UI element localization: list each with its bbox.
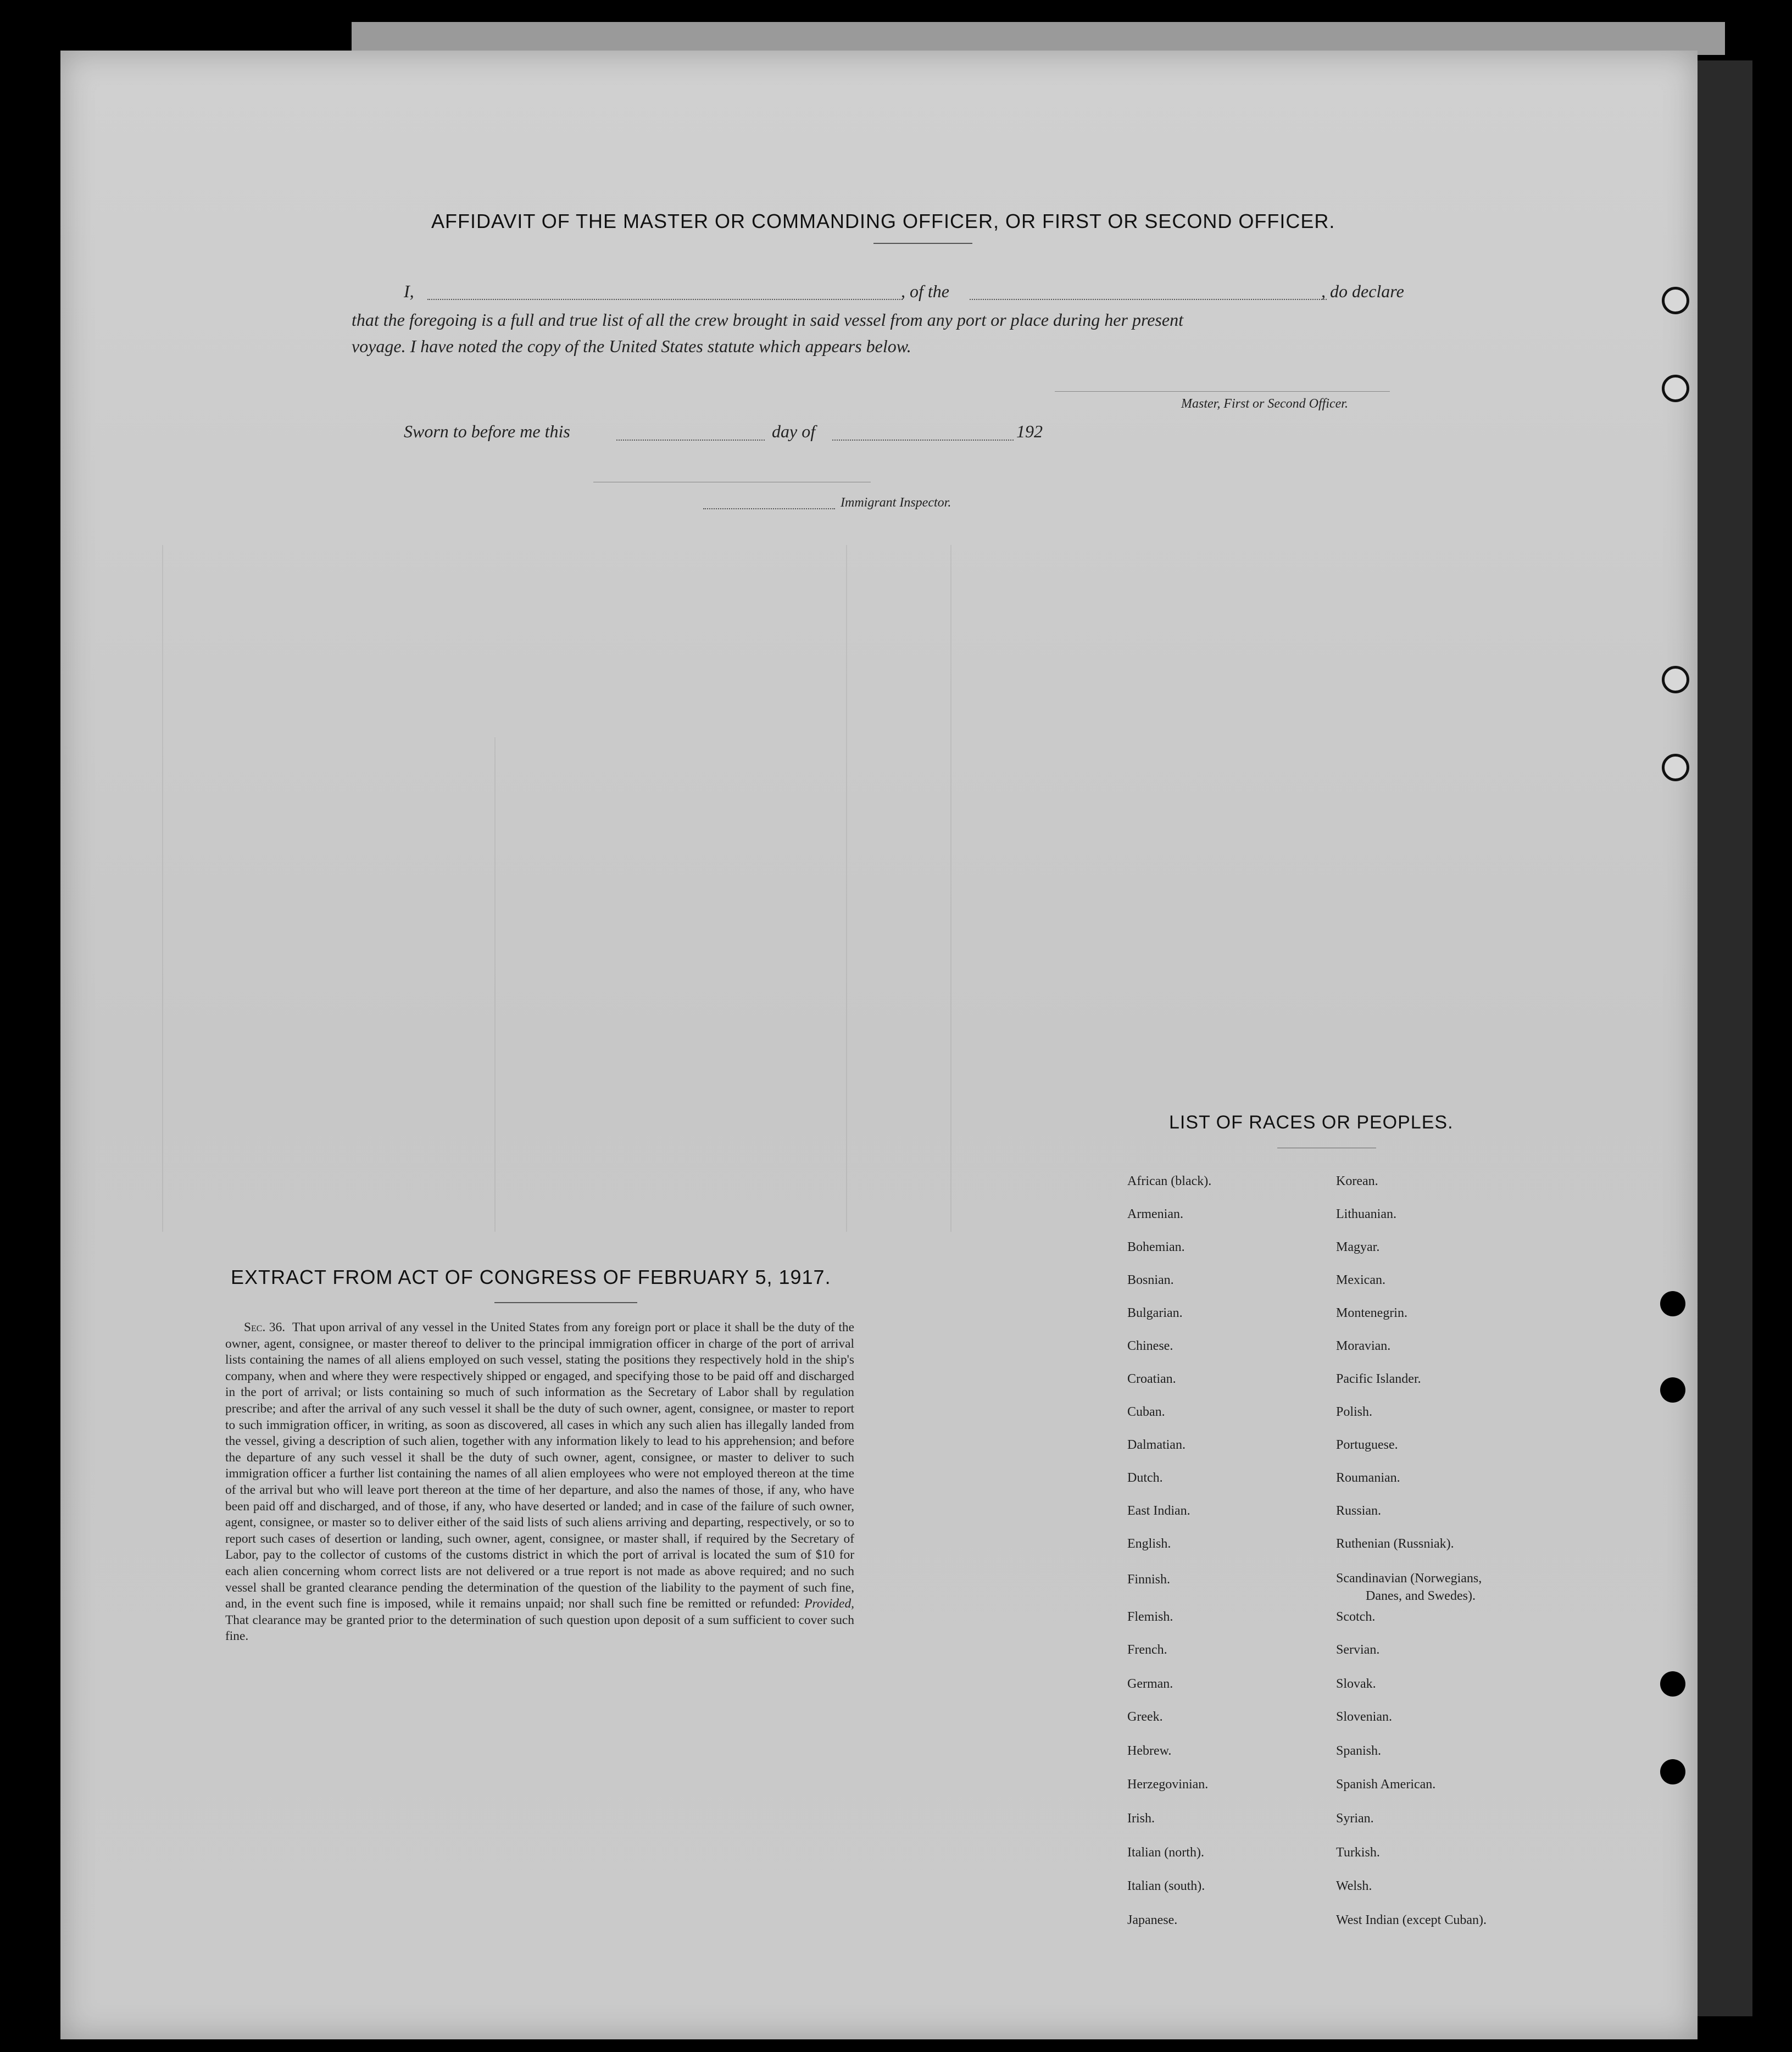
race-right-item: Montenegrin. [1336,1306,1407,1320]
race-left-item: East Indian. [1127,1504,1190,1518]
race-right-item: Magyar. [1336,1240,1380,1254]
race-right-item: Pacific Islander. [1336,1372,1421,1386]
section-provided: Provided, [804,1597,854,1611]
race-right-item: Portuguese. [1336,1438,1398,1452]
race-right-item: Lithuanian. [1336,1207,1396,1221]
affidavit-line-3: voyage. I have noted the copy of the United States statute which appears below. [352,336,911,356]
sworn-day-blank[interactable] [616,440,765,441]
race-right-item: Spanish American. [1336,1777,1436,1792]
extract-underline [494,1302,637,1303]
race-left-item: Bohemian. [1127,1240,1185,1254]
extract-title: EXTRACT FROM ACT OF CONGRESS OF FEBRUARY 5, 1917. [231,1266,831,1288]
binder-hole-icon [1660,1377,1685,1403]
race-right-item-continuation: Danes, and Swedes). [1366,1589,1476,1603]
inspector-dotted-lead [703,508,835,509]
race-right-item: Turkish. [1336,1845,1380,1860]
race-right-item: Polish. [1336,1405,1373,1419]
sworn-month-blank[interactable] [832,440,1014,441]
race-left-item: French. [1127,1643,1167,1657]
affidavit-title: AFFIDAVIT OF THE MASTER OR COMMANDING OFFICER, OR FIRST OR SECOND OFFICER. [431,210,1335,232]
bleed-through-line [494,737,496,1232]
bleed-through-line [846,545,847,1232]
race-right-item: Scandinavian (Norwegians, [1336,1571,1482,1586]
race-left-item: Finnish. [1127,1572,1171,1587]
race-right-item: Roumanian. [1336,1471,1400,1485]
race-right-item: Welsh. [1336,1879,1372,1893]
race-right-item: Russian. [1336,1504,1382,1518]
race-left-item: Italian (north). [1127,1845,1204,1860]
sworn-year: 192 [1016,421,1043,441]
page-edge-shadow [1698,60,1752,2016]
binder-hole-icon [1662,375,1689,402]
race-right-item: Slovak. [1336,1677,1376,1691]
race-left-item: Chinese. [1127,1339,1173,1353]
binder-hole-icon [1662,666,1689,693]
binder-hole-icon [1660,1759,1685,1784]
race-right-item: Scotch. [1336,1610,1376,1624]
affidavit-of-the: , of the [901,281,949,301]
affidavit-line-2: that the foregoing is a full and true list of all the crew brought in said vessel from any port or place during her present [352,310,1183,330]
race-left-item: Bosnian. [1127,1273,1174,1287]
race-right-item: Servian. [1336,1643,1380,1657]
race-left-item: Greek. [1127,1710,1163,1724]
sworn-day-of: day of [772,421,816,441]
race-left-item: Flemish. [1127,1610,1173,1624]
race-left-item: Bulgarian. [1127,1306,1183,1320]
race-right-item: Korean. [1336,1174,1378,1188]
section-36-text [225,1320,854,1645]
bleed-through-line [162,545,163,1232]
race-left-item: Italian (south). [1127,1879,1205,1893]
race-left-item: Croatian. [1127,1372,1176,1386]
section-text-part-2: That clearance may be granted prior to the determination of such question upon deposit of a sum sufficient to cover such fine. [225,1612,854,1644]
master-signature-line[interactable] [1055,391,1390,392]
binder-hole-icon [1662,287,1689,314]
affidavit-i: I, [404,281,414,301]
race-left-item: Cuban. [1127,1405,1165,1419]
race-left-item: African (black). [1127,1174,1212,1188]
master-signature-label: Master, First or Second Officer. [1181,397,1348,411]
race-right-item: Mexican. [1336,1273,1385,1287]
race-right-item: Moravian. [1336,1339,1391,1353]
race-left-item: German. [1127,1677,1173,1691]
race-left-item: Armenian. [1127,1207,1183,1221]
binder-hole-icon [1662,754,1689,781]
top-page-strip [352,22,1725,55]
binder-hole-icon [1660,1291,1685,1316]
race-left-item: Japanese. [1127,1913,1178,1927]
form-page [60,51,1698,2039]
race-left-item: Dutch. [1127,1471,1163,1485]
inspector-label: Immigrant Inspector. [841,496,951,510]
binder-hole-icon [1660,1671,1685,1697]
race-right-item: Slovenian. [1336,1710,1392,1724]
race-right-item: Spanish. [1336,1744,1382,1758]
section-text-part-1: That upon arrival of any vessel in the United States from any foreign port or place it shall be the duty of the owner, agent, consignee, or master thereof to deliver to the principal immigration officer in charge of the port of arrival lists containing the names of all aliens employed on such vessel, stating the positions they respectively hold in the ship's company, when and where they were respectively shipped or engaged, and specifying those to be paid off and discharged in the port of arrival; or lists containing so much of such information as the Secretary of Labor shall by regulation prescribe; and after the arrival of any such vessel it shall be the duty of such owner, agent, consignee, or master to report to such immigration officer, in writing, as soon as discovered, all cases in which any such alien has illegally landed from the vessel, giving a description of such alien, together with any information likely to lead to his apprehension; and before the departure of any such vessel it shall be the duty of such owner, agent, consignee, or master to deliver to such immigration officer a further list containing the names of all alien employees who were not employed thereon at the time of the arrival but who will leave port thereon at the time of her departure, and also the names of those, if any, who have been paid off and discharged, and of those, if any, who have deserted or landed; and in case of the failure of such owner, agent, consignee, or master so to deliver either of the said lists of such aliens arriving and departing, respectively, or so to report such cases of desertion or landing, such owner, agent, consignee, or master shall, if required by the Secretary of Labor, pay to the collector of customs of the customs district in which the port of arrival is located the sum of $10 for each alien concerning whom correct lists are not delivered or a true report is not made as above required; and no such vessel shall be granted clearance pending the determination of the question of the liability to the payment of such fine, and, in the event such fine is imposed, while it remains unpaid; nor shall such fine be remitted or refunded: [225,1320,854,1611]
race-left-item: Dalmatian. [1127,1438,1186,1452]
race-left-item: Hebrew. [1127,1744,1172,1758]
race-right-item: Ruthenian (Russniak). [1336,1537,1454,1551]
races-title: LIST OF RACES OR PEOPLES. [1169,1112,1454,1133]
race-left-item: Irish. [1127,1811,1155,1826]
vessel-blank-line[interactable] [970,299,1327,300]
race-left-item: English. [1127,1537,1171,1551]
title-underline [873,243,972,244]
race-right-item: West Indian (except Cuban). [1336,1913,1487,1927]
sworn-prefix: Sworn to before me this [404,421,570,441]
affidavit-do-declare: , do declare [1321,281,1404,301]
section-label: Sec. 36. [244,1320,286,1334]
name-blank-line[interactable] [427,299,903,300]
race-right-item: Syrian. [1336,1811,1374,1826]
bleed-through-line [950,545,951,1232]
race-left-item: Herzegovinian. [1127,1777,1209,1792]
